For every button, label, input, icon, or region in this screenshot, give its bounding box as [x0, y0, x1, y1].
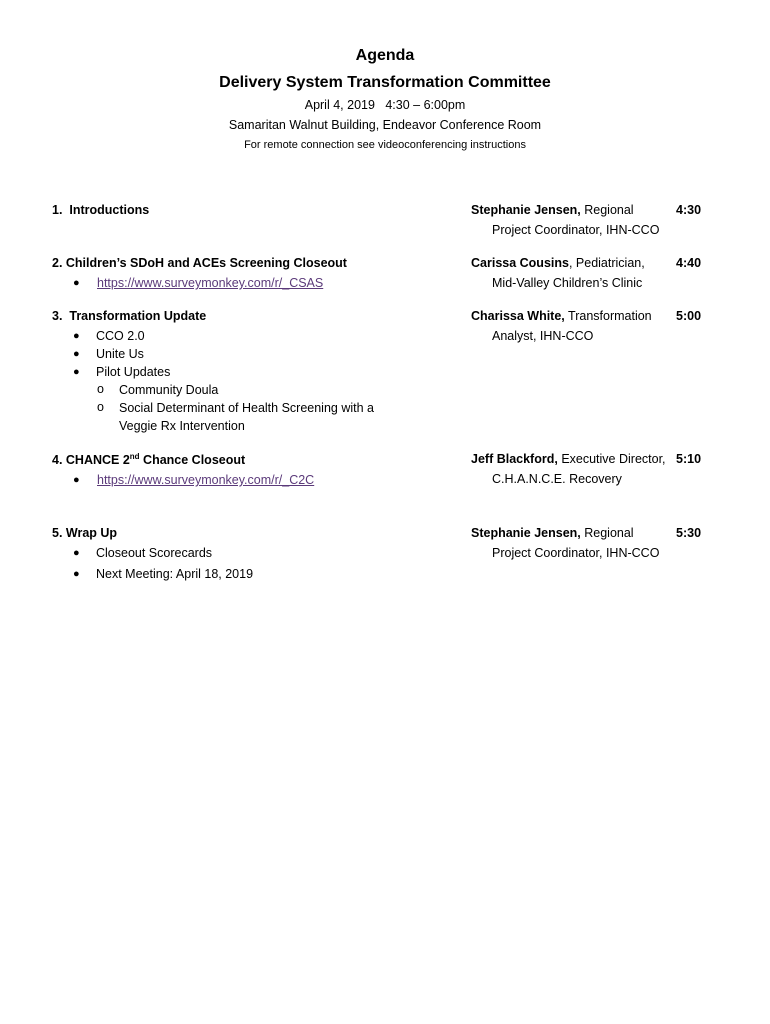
presenter-name: Stephanie Jensen,	[471, 526, 581, 540]
presenter	[471, 306, 652, 346]
item-title-suffix: Chance Closeout	[139, 453, 246, 468]
bullet-dot: ●	[73, 568, 80, 580]
bullet-item: Pilot Updates	[96, 365, 171, 379]
sub-bullet-item: Community Doula	[119, 383, 219, 397]
presenter-role-line2: Mid-Valley Children’s Clinic	[492, 276, 643, 290]
presenter-role: Transformation	[564, 309, 652, 323]
item-title: 3. Transformation Update	[52, 309, 207, 323]
presenter-role-line2: Project Coordinator, IHN-CCO	[492, 223, 660, 237]
presenter-role-line2: Analyst, IHN-CCO	[492, 329, 594, 343]
bullet-dot: ●	[73, 330, 80, 342]
remote-connection-note: For remote connection see videoconferencing instructions	[244, 139, 526, 151]
survey-link-c2c[interactable]: https://www.surveymonkey.com/r/_C2C	[97, 473, 315, 487]
item-title	[52, 452, 245, 467]
meeting-location: Samaritan Walnut Building, Endeavor Conference Room	[228, 118, 542, 132]
presenter-role-line2: C.H.A.N.C.E. Recovery	[492, 472, 622, 486]
bullet-dot: ●	[73, 277, 80, 289]
presenter	[471, 200, 659, 240]
presenter-role: , Pediatrician,	[568, 256, 645, 270]
bullet-item: Closeout Scorecards	[96, 546, 213, 560]
presenter	[471, 253, 645, 293]
sub-bullet-item: Social Determinant of Health Screening with a	[119, 401, 374, 415]
sub-bullet-item-continued: Veggie Rx Intervention	[119, 419, 245, 433]
item-title: 5. Wrap Up	[52, 526, 118, 540]
bullet-item: CCO 2.0	[96, 329, 145, 343]
item-time: 4:30	[676, 203, 702, 217]
item-time: 5:30	[676, 526, 702, 540]
presenter	[471, 449, 666, 489]
item-title: 1. Introductions	[52, 203, 150, 217]
item-title-prefix: 4. CHANCE 2	[52, 453, 130, 468]
presenter-name: Stephanie Jensen,	[471, 203, 581, 217]
meeting-date-time: April 4, 2019 4:30 – 6:00pm	[304, 98, 466, 112]
bullet-dot: ●	[73, 348, 80, 360]
survey-link-csas[interactable]: https://www.surveymonkey.com/r/_CSAS	[97, 276, 324, 290]
presenter	[471, 523, 659, 563]
bullet-dot: ●	[73, 474, 80, 486]
presenter-role-line2: Project Coordinator, IHN-CCO	[492, 546, 660, 560]
sub-bullet-marker: o	[97, 400, 104, 414]
presenter-role: Regional	[580, 203, 634, 217]
agenda-title: Agenda	[355, 47, 415, 64]
item-title-superscript: nd	[129, 452, 140, 461]
presenter-role: Regional	[580, 526, 634, 540]
bullet-item: Next Meeting: April 18, 2019	[96, 567, 254, 581]
bullet-item: Unite Us	[96, 347, 144, 361]
committee-name: Delivery System Transformation Committee	[219, 74, 551, 91]
bullet-dot: ●	[73, 366, 80, 378]
sub-bullet-marker: o	[97, 382, 104, 396]
item-time: 5:00	[676, 309, 702, 323]
presenter-name: Jeff Blackford,	[471, 452, 558, 466]
presenter-name: Charissa White,	[471, 309, 565, 323]
presenter-name: Carissa Cousins	[471, 256, 569, 270]
item-title: 2. Children’s SDoH and ACEs Screening Closeout	[52, 256, 347, 270]
item-time: 5:10	[676, 452, 702, 466]
item-time: 4:40	[676, 256, 702, 270]
bullet-dot: ●	[73, 547, 80, 559]
presenter-role: Executive Director,	[557, 452, 666, 466]
